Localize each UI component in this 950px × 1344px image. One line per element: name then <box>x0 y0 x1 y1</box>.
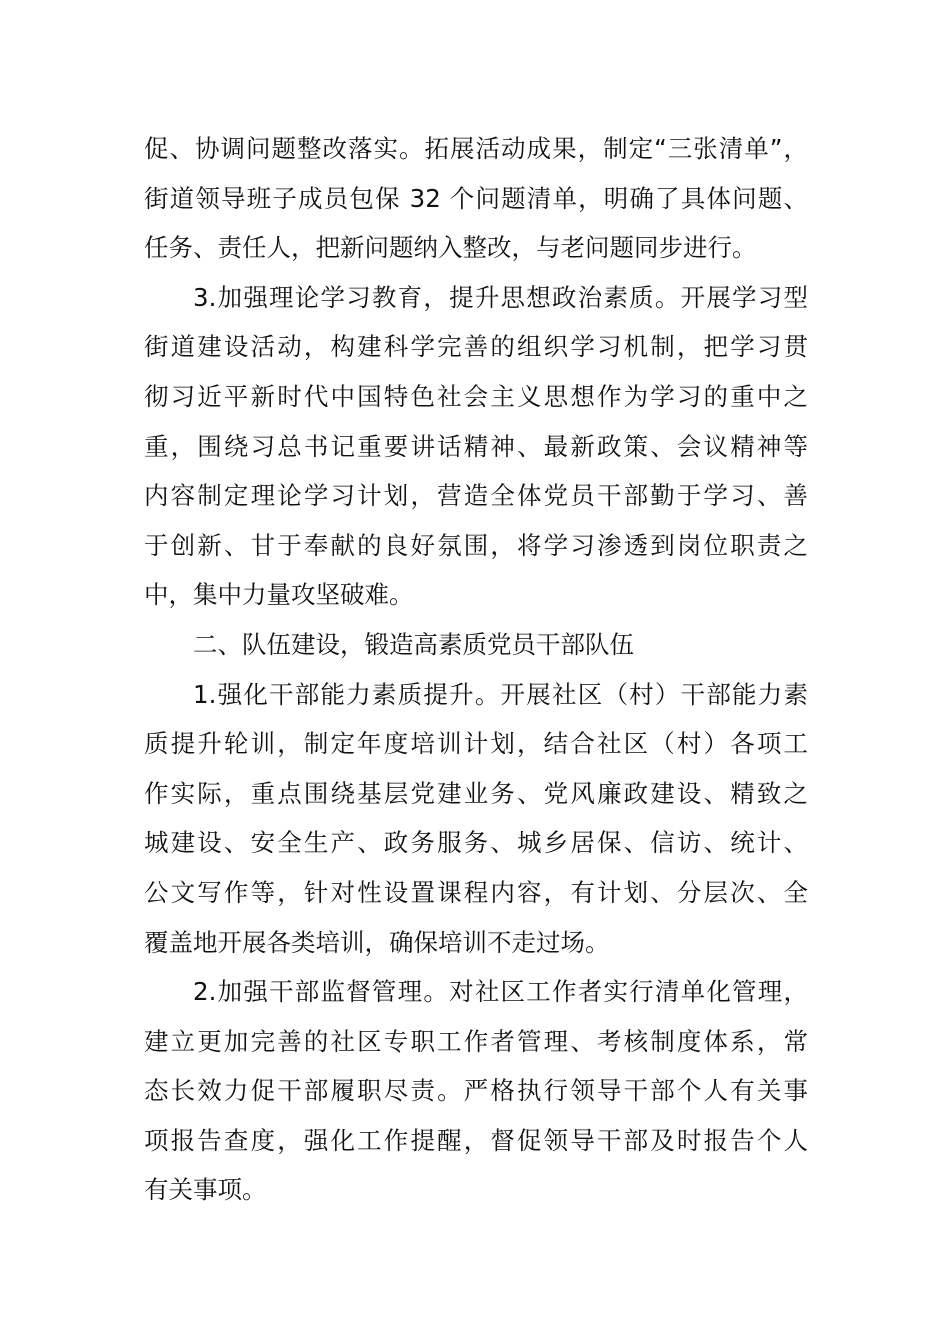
text-line: 于创新、甘于奉献的良好氛围，将学习渗透到岗位职责之 <box>144 530 808 560</box>
text-line: 3.加强理论学习教育，提升思想政治素质。开展学习型 <box>193 282 808 312</box>
text-line: 中，集中力量攻坚破难。 <box>144 580 414 610</box>
text-line: 街道建设活动，构建科学完善的组织学习机制，把学习贯 <box>144 332 808 362</box>
text-line: 重，围绕习总书记重要讲话精神、最新政策、会议精神等 <box>144 431 808 461</box>
text-line: 质提升轮训，制定年度培训计划，结合社区（村）各项工 <box>144 729 808 759</box>
document-body <box>144 124 808 1215</box>
text-line: 内容制定理论学习计划，营造全体党员干部勤于学习、善 <box>144 481 808 511</box>
text-line: 1.强化干部能力素质提升。开展社区（村）干部能力素 <box>193 679 808 709</box>
text-line: 街道领导班子成员包保 32 个问题清单，明确了具体问题、 <box>144 183 808 213</box>
text-line: 建立更加完善的社区专职工作者管理、考核制度体系，常 <box>144 1026 808 1056</box>
text-line: 公文写作等，针对性设置课程内容，有计划、分层次、全 <box>144 877 808 907</box>
text-line: 态长效力促干部履职尽责。严格执行领导干部个人有关事 <box>144 1076 808 1106</box>
text-line: 促、协调问题整改落实。拓展活动成果，制定“三张清单”， <box>144 134 808 163</box>
text-line: 彻习近平新时代中国特色社会主义思想作为学习的重中之 <box>144 381 808 411</box>
text-line: 2.加强干部监督管理。对社区工作者实行清单化管理， <box>193 977 808 1007</box>
text-line: 作实际，重点围绕基层党建业务、党风廉政建设、精致之 <box>144 778 808 808</box>
text-line: 覆盖地开展各类培训，确保培训不走过场。 <box>144 927 610 957</box>
text-line: 有关事项。 <box>144 1175 267 1205</box>
text-line: 城建设、安全生产、政务服务、城乡居保、信访、统计、 <box>144 828 808 858</box>
text-line: 任务、责任人，把新问题纳入整改，与老问题同步进行。 <box>144 233 757 263</box>
text-line: 项报告查度，强化工作提醒，督促领导干部及时报告个人 <box>144 1125 808 1155</box>
section-heading: 二、队伍建设，锻造高素质党员干部队伍 <box>193 629 634 659</box>
